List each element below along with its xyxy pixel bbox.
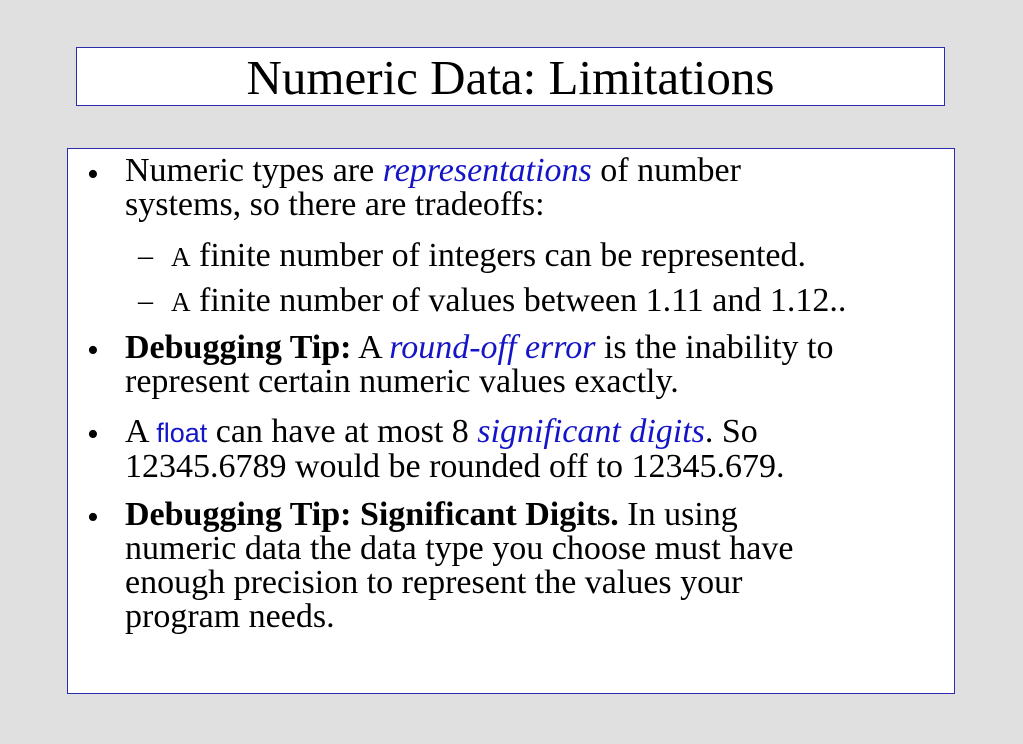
bullet-marker: • [87, 499, 99, 536]
bullet-text-segment: . So [704, 413, 758, 450]
bullet-line [125, 498, 945, 532]
bullet-item [125, 154, 945, 222]
bullet-line: systems, so there are tradeoffs: [125, 186, 545, 223]
bullet-line [125, 331, 945, 365]
bullet-marker: • [87, 416, 99, 453]
sub-bullet-text: finite number of values between 1.11 and 1.12.. [190, 282, 847, 319]
sub-bullet-text: finite number of integers can be represented. [190, 237, 807, 274]
slide-title: Numeric Data: Limitations [246, 50, 775, 105]
sub-bullet-first-letter: A [171, 287, 191, 317]
bullet-line: numeric data the data type you choose must have [125, 530, 794, 567]
bullet-text-segment: In using [618, 496, 738, 533]
bullet-text-segment: can have at most 8 [207, 413, 478, 450]
bullet-text-segment: is the inability to [595, 329, 834, 366]
bullet-text-segment: A [125, 413, 157, 450]
slide-title-box [76, 47, 945, 106]
emphasis-term: round-off error [389, 329, 596, 366]
sub-bullet-first-letter: A [171, 242, 191, 272]
bullet-marker: • [87, 156, 99, 193]
bullet-text-segment: A [351, 329, 390, 366]
slide-content-box [67, 148, 955, 694]
code-keyword: float [156, 418, 208, 448]
bullet-line [125, 154, 945, 188]
bullet-line: program needs. [125, 598, 335, 635]
emphasis-term: significant digits [477, 413, 705, 450]
bullet-item [125, 498, 945, 634]
emphasis-term: representations [382, 152, 592, 189]
bullet-item [125, 331, 945, 399]
bullet-marker: • [87, 332, 99, 369]
bullet-text-segment: of number [591, 152, 741, 189]
bullet-line: enough precision to represent the values your [125, 564, 743, 601]
bullet-line [125, 415, 945, 450]
sub-bullet-marker: – [138, 284, 153, 317]
debugging-tip-label: Debugging Tip: Significant Digits. [125, 496, 619, 533]
sub-bullet-item [171, 284, 951, 319]
bullet-item [125, 415, 945, 484]
bullet-line: 12345.6789 would be rounded off to 12345.679. [125, 448, 785, 485]
bullet-line: represent certain numeric values exactly. [125, 363, 679, 400]
sub-bullet-item [171, 239, 951, 274]
sub-bullet-marker: – [138, 239, 153, 272]
debugging-tip-label: Debugging Tip: [125, 329, 352, 366]
bullet-text-segment: Numeric types are [125, 152, 383, 189]
